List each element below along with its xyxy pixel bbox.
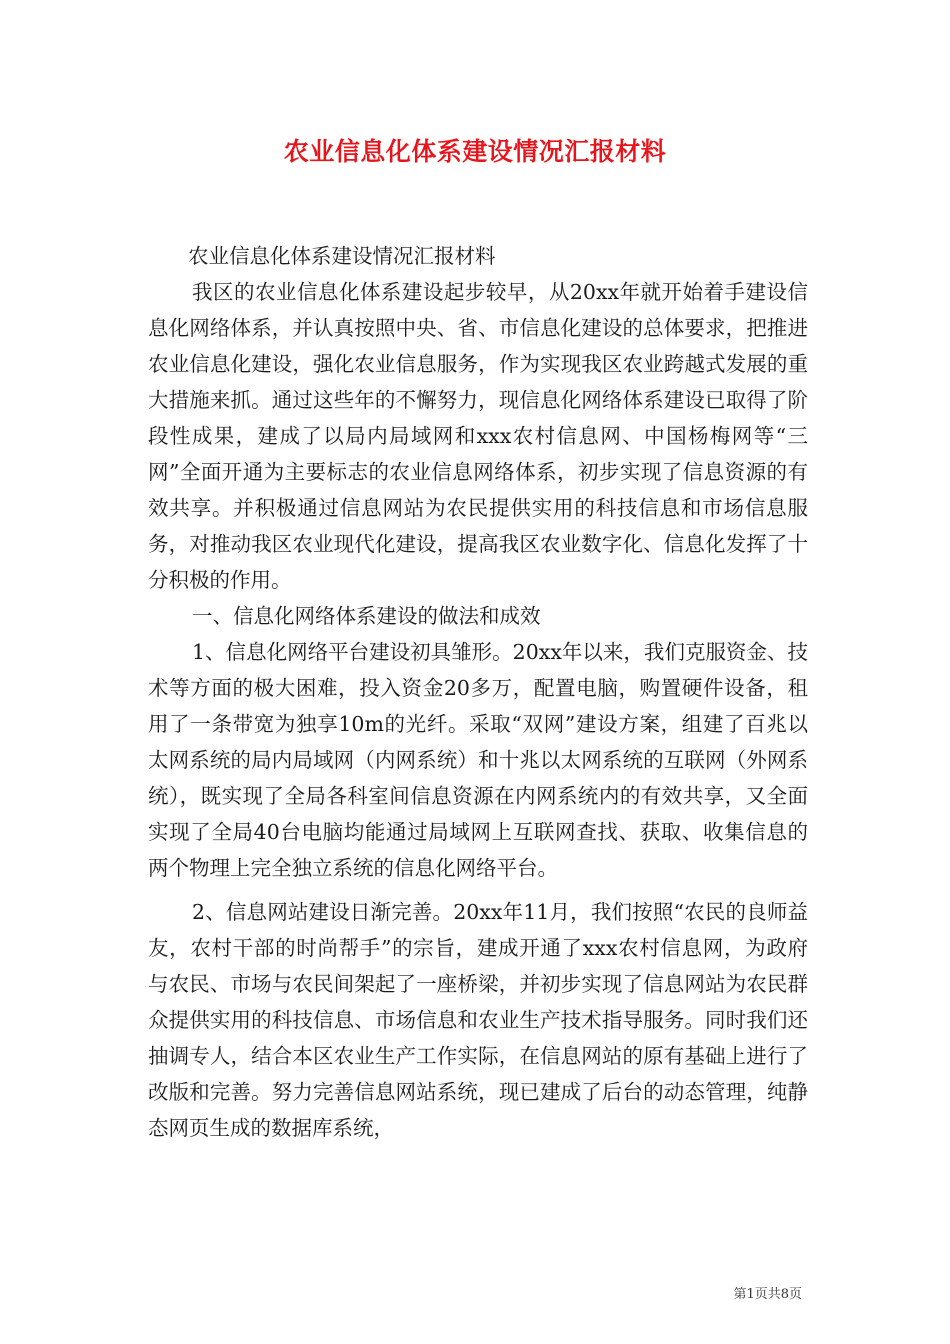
intro-paragraph: 我区的农业信息化体系建设起步较早，从20xx年就开始着手建设信息化网络体系，并认真按照中央、省、市信息化建设的总体要求，把推进农业信息化建设，强化农业信息服务，作为实现我区农业跨越式发展的重大措施来抓。通过这些年的不懈努力，现信息化网络体系建设已取得了阶段性成果，建成了以局内局域网和xxx农村信息网、中国杨梅网等“三网”全面开通为主要标志的农业信息网络体系，初步实现了信息资源的有效共享。并积极通过信息网站为农民提供实用的科技信息和市场信息服务，对推动我区农业现代化建设，提高我区农业数字化、信息化发挥了十分积极的作用。 bbox=[148, 280, 808, 592]
section-heading: 一、信息化网络体系建设的做法和成效 bbox=[192, 604, 541, 628]
point-2-paragraph: 2、信息网站建设日渐完善。20xx年11月，我们按照“农民的良师益友，农村干部的时尚帮手”的宗旨，建成开通了xxx农村信息网，为政府与农民、市场与农民间架起了一座桥梁，并初步实现了信息网站为农民群众提供实用的科技信息、市场信息和农业生产技术指导服务。同时我们还抽调专人，结合本区农业生产工作实际，在信息网站的原有基础上进行了改版和完善。努力完善信息网站系统，现已建成了后台的动态管理，纯静态网页生成的数据库系统， bbox=[148, 900, 808, 1140]
point-1-paragraph: 1、信息化网络平台建设初具雏形。20xx年以来，我们克服资金、技术等方面的极大困难，投入资金20多万，配置电脑，购置硬件设备，租用了一条带宽为独享10m的光纤。采取“双网”建设方案，组建了百兆以太网系统的局内局域网（内网系统）和十兆以太网系统的互联网（外网系统），既实现了全局各科室间信息资源在内网系统内的有效共享，又全面实现了全局40台电脑均能通过局域网上互联网查找、获取、收集信息的两个物理上完全独立系统的信息化网络平台。 bbox=[148, 640, 808, 880]
page-number: 第1页共8页 bbox=[733, 1287, 802, 1302]
page-title: 农业信息化体系建设情况汇报材料 bbox=[283, 137, 667, 166]
subtitle-paragraph: 农业信息化体系建设情况汇报材料 bbox=[188, 244, 496, 268]
document-body bbox=[148, 238, 808, 1146]
